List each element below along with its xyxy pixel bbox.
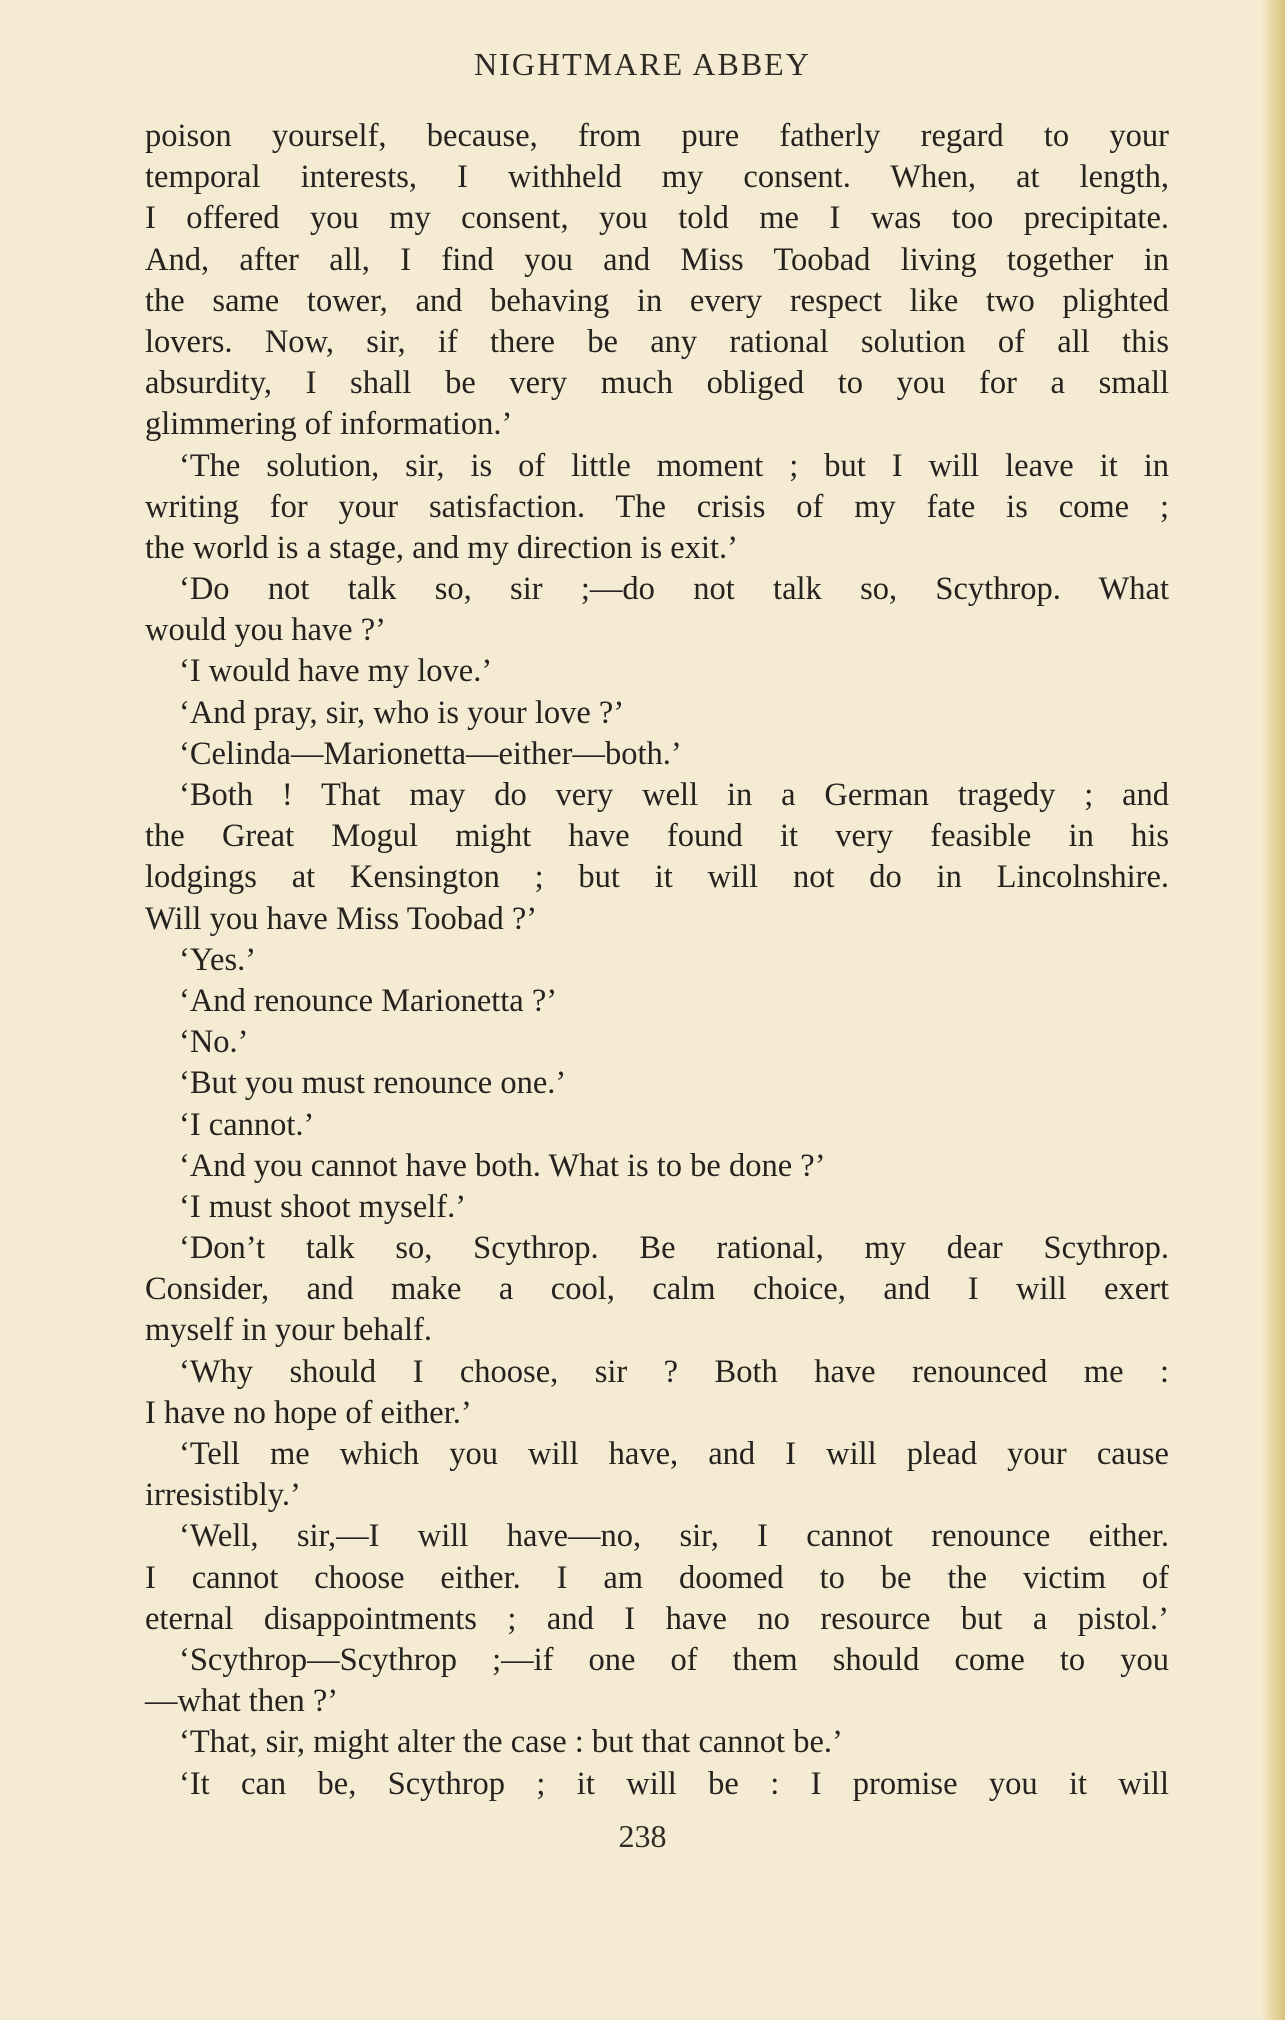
text-line: ‘Well, sir,—I will have—no, sir, I cannot renounce either. — [179, 1518, 1169, 1555]
text-line: —what then ?’ — [145, 1683, 339, 1720]
text-line: ‘That, sir, might alter the case : but that cannot be.’ — [179, 1724, 843, 1761]
text-line: would you have ?’ — [145, 612, 386, 649]
page-number: 238 — [618, 1818, 667, 1854]
text-line: ‘No.’ — [179, 1024, 249, 1061]
text-line: glimmering of information.’ — [145, 406, 513, 443]
text-line: the same tower, and behaving in every respect like two plighted — [145, 282, 1169, 319]
text-line: irresistibly.’ — [145, 1477, 301, 1514]
text-line: ‘And renounce Marionetta ?’ — [179, 982, 558, 1019]
text-line: And, after all, I find you and Miss Toobad living together in — [145, 241, 1169, 278]
text-line: myself in your behalf. — [145, 1312, 433, 1349]
text-line: ‘Tell me which you will have, and I will plead your cause — [179, 1436, 1169, 1472]
text-line: Will you have Miss Toobad ?’ — [145, 900, 538, 937]
text-line: ‘Celinda—Marionetta—either—both.’ — [179, 735, 682, 772]
text-line: ‘But you must renounce one.’ — [179, 1065, 567, 1102]
text-line: ‘And you cannot have both. What is to be done ?’ — [179, 1147, 826, 1184]
text-line: Consider, and make a cool, calm choice, and I will exert — [145, 1271, 1169, 1308]
text-line: ‘I must shoot myself.’ — [179, 1188, 467, 1225]
text-line: the world is a stage, and my direction is exit.’ — [145, 529, 738, 566]
text-line: ‘It can be, Scythrop ; it will be : I promise you it will — [179, 1765, 1169, 1802]
text-line: ‘Scythrop—Scythrop ;—if one of them should come to you — [179, 1641, 1169, 1678]
text-line: ‘I would have my love.’ — [179, 653, 493, 690]
running-head: NIGHTMARE ABBEY — [474, 46, 811, 82]
text-line: ‘The solution, sir, is of little moment ; but I will leave it in — [179, 447, 1169, 484]
body-text — [145, 116, 1169, 1805]
text-line: writing for your satisfaction. The crisis of my fate is come ; — [145, 488, 1169, 525]
text-line: absurdity, I shall be very much obliged to you for a small — [145, 365, 1169, 402]
page-edge — [1261, 0, 1285, 2020]
text-line: lovers. Now, sir, if there be any rational solution of all this — [145, 323, 1169, 360]
text-line: poison yourself, because, from pure fatherly regard to your — [145, 118, 1169, 154]
text-line: ‘Yes.’ — [179, 941, 257, 978]
text-line: I cannot choose either. I am doomed to be the victim of — [145, 1559, 1169, 1596]
text-line: I have no hope of either.’ — [145, 1394, 472, 1431]
text-line: ‘I cannot.’ — [179, 1106, 315, 1143]
text-line: the Great Mogul might have found it very feasible in his — [145, 818, 1169, 855]
text-line: lodgings at Kensington ; but it will not do in Lincolnshire. — [145, 859, 1169, 896]
text-line: ‘Both ! That may do very well in a German tragedy ; and — [179, 777, 1169, 813]
text-line: I offered you my consent, you told me I was too precipitate. — [145, 200, 1169, 237]
text-line: temporal interests, I withheld my consent. When, at length, — [145, 159, 1169, 196]
text-line: ‘Why should I choose, sir ? Both have renounced me : — [179, 1353, 1169, 1390]
text-line: eternal disappointments ; and I have no resource but a pistol.’ — [145, 1600, 1169, 1637]
text-line: ‘Do not talk so, sir ;—do not talk so, Scythrop. What — [179, 571, 1169, 608]
text-line: ‘And pray, sir, who is your love ?’ — [179, 694, 625, 731]
text-line: ‘Don’t talk so, Scythrop. Be rational, my dear Scythrop. — [179, 1230, 1169, 1267]
